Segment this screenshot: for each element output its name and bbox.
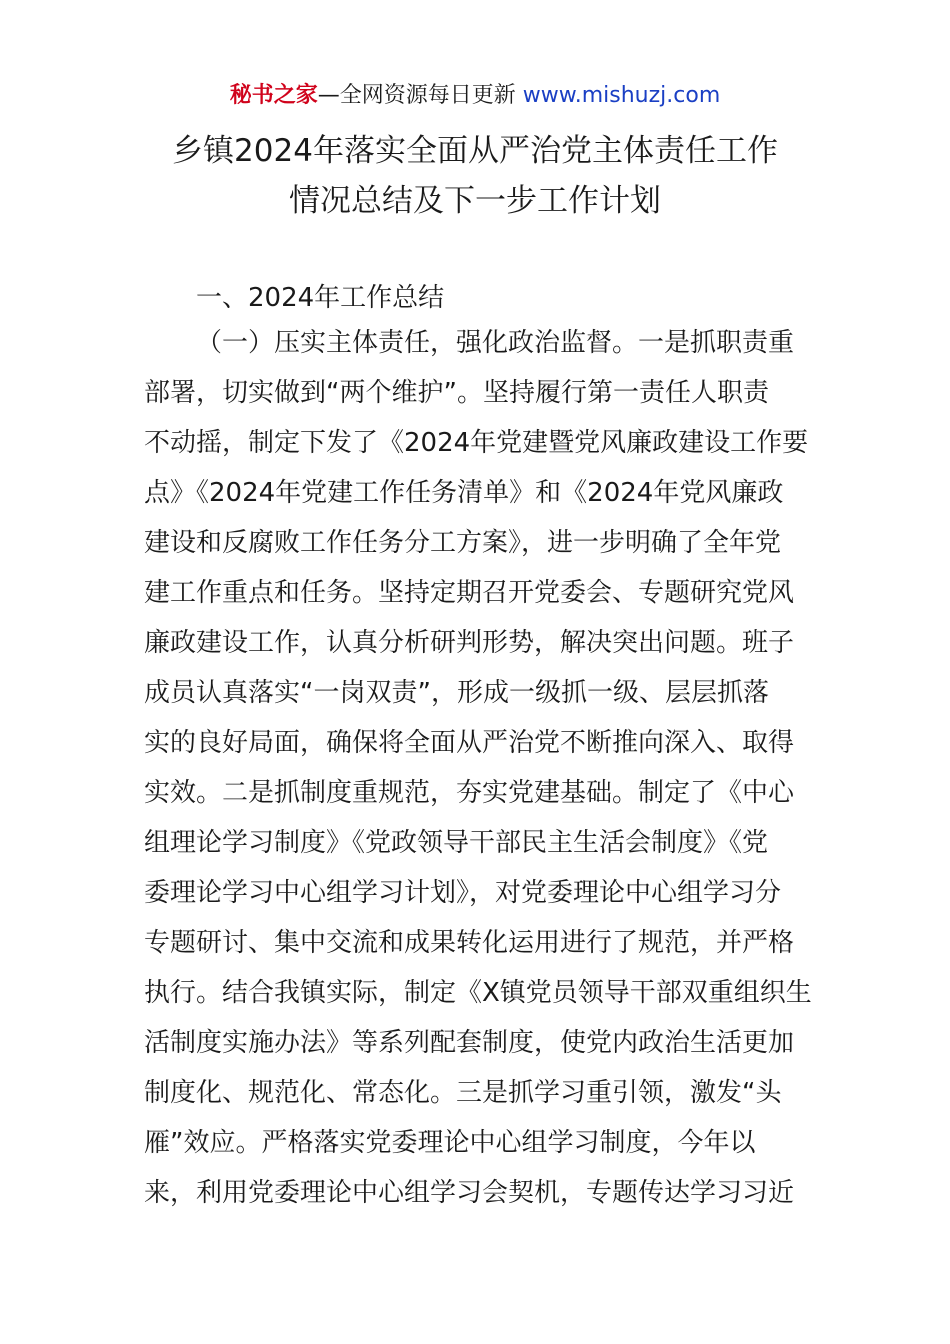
site-header [0,80,950,112]
site-url-link[interactable]: www.mishuzj.com [522,83,721,108]
site-brand: 秘书之家 [229,83,318,108]
paragraph-line: 专题研讨、集中交流和成果转化运用进行了规范，并严格 [144,928,795,958]
document-title [0,126,950,226]
paragraph-line: 活制度实施办法》等系列配套制度，使党内政治生活更加 [144,1028,795,1058]
paragraph-line: 雁”效应。严格落实党委理论中心组学习制度，今年以 [144,1128,756,1158]
paragraph-line: 来，利用党委理论中心组学习会契机，专题传达学习习近 [144,1178,795,1208]
paragraph-line: 制度化、规范化、常态化。三是抓学习重引领，激发“头 [144,1078,782,1108]
paragraph-line: （一）压实主体责任，强化政治监督。一是抓职责重 [196,328,795,358]
paragraph-line: 委理论学习中心组学习计划》，对党委理论中心组学习分 [144,878,782,908]
paragraph-line: 建工作重点和任务。坚持定期召开党委会、专题研究党风 [144,578,795,608]
paragraph-line: 执行。结合我镇实际，制定《X镇党员领导干部双重组织生 [144,978,812,1008]
paragraph-line: 成员认真落实“一岗双责”，形成一级抓一级、层层抓落 [144,678,769,708]
title-line-1: 乡镇2024年落实全面从严治党主体责任工作 [172,133,778,169]
paragraph-line: 点》《2024年党建工作任务清单》和《2024年党风廉政 [144,478,784,508]
section-heading: 一、2024年工作总结 [196,283,445,313]
paragraph-line: 实效。二是抓制度重规范，夯实党建基础。制定了《中心 [144,778,795,808]
paragraph-line: 建设和反腐败工作任务分工方案》，进一步明确了全年党 [144,528,782,558]
paragraph-line: 部署，切实做到“两个维护”。坚持履行第一责任人职责 [144,378,769,408]
paragraph [144,318,812,1218]
paragraph-line: 廉政建设工作，认真分析研判形势，解决突出问题。班子 [144,628,795,658]
paragraph-line: 实的良好局面，确保将全面从严治党不断推向深入、取得 [144,728,795,758]
paragraph-line: 组理论学习制度》《党政领导干部民主生活会制度》《党 [144,828,769,858]
title-line-2: 情况总结及下一步工作计划 [289,183,661,219]
document-body [144,278,812,1218]
site-tagline: —全网资源每日更新 [317,83,523,108]
paragraph-line: 不动摇，制定下发了《2024年党建暨党风廉政建设工作要 [144,428,809,458]
